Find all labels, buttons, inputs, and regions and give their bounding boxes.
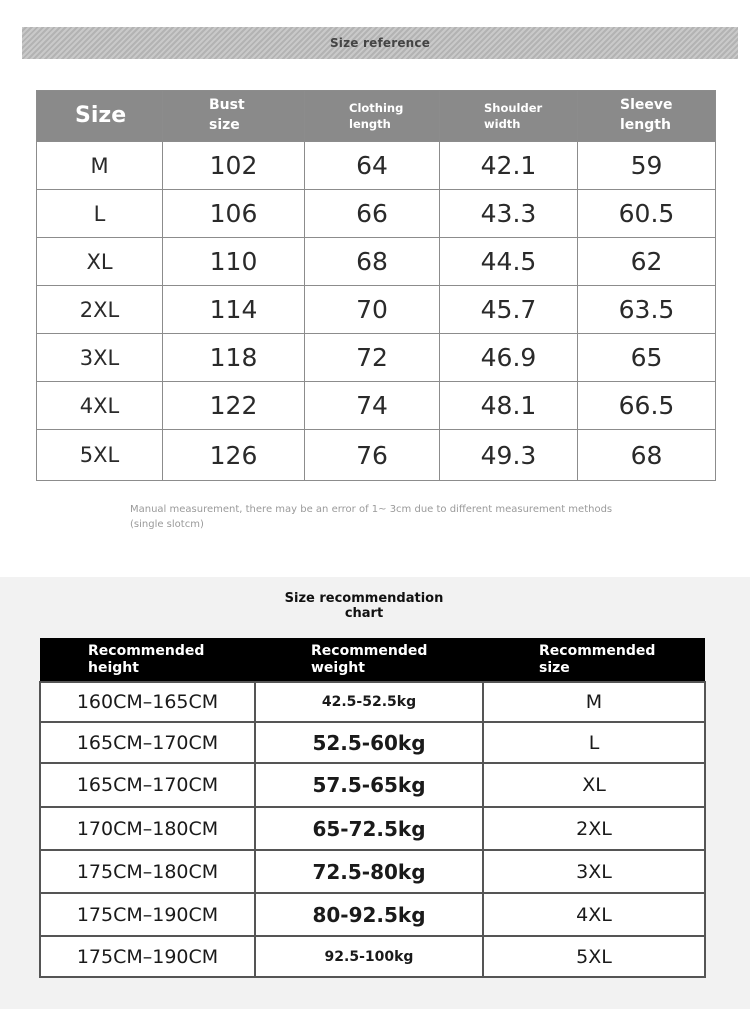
length-cell: 76 [305, 430, 440, 481]
length-cell: 70 [305, 286, 440, 334]
table-row [40, 807, 705, 850]
height-cell: 175CM–180CM [40, 850, 255, 893]
length-cell: 74 [305, 382, 440, 430]
sleeve-cell: 66.5 [578, 382, 716, 430]
bust-cell: 122 [163, 382, 305, 430]
recommendation-title: Size recommendation chart [284, 591, 444, 621]
header-bust-size: Bust size [163, 91, 305, 142]
table-row [40, 893, 705, 936]
size-cell: 4XL [37, 382, 163, 430]
length-cell: 64 [305, 142, 440, 190]
bust-cell: 106 [163, 190, 305, 238]
length-cell: 68 [305, 238, 440, 286]
weight-cell: 80-92.5kg [255, 893, 483, 936]
table-row [37, 238, 716, 286]
weight-cell: 72.5-80kg [255, 850, 483, 893]
height-cell: 175CM–190CM [40, 936, 255, 977]
measurement-note [130, 502, 650, 532]
length-cell: 72 [305, 334, 440, 382]
sleeve-cell: 62 [578, 238, 716, 286]
size-cell: 2XL [37, 286, 163, 334]
size-cell: 5XL [37, 430, 163, 481]
bust-cell: 118 [163, 334, 305, 382]
table-row [40, 763, 705, 807]
table-row [37, 334, 716, 382]
bust-cell: 126 [163, 430, 305, 481]
table-row [40, 850, 705, 893]
size-table-header [37, 91, 716, 142]
bust-cell: 110 [163, 238, 305, 286]
table-row [40, 722, 705, 763]
size-cell: 4XL [483, 893, 705, 936]
bust-cell: 102 [163, 142, 305, 190]
size-reference-banner [22, 27, 738, 59]
header-recommended-size: Recommended size [483, 638, 705, 682]
size-reference-table [36, 90, 716, 481]
sleeve-cell: 60.5 [578, 190, 716, 238]
sleeve-cell: 59 [578, 142, 716, 190]
table-row [37, 382, 716, 430]
shoulder-cell: 43.3 [440, 190, 578, 238]
height-cell: 160CM–165CM [40, 682, 255, 722]
table-row [37, 142, 716, 190]
size-cell: 3XL [483, 850, 705, 893]
height-cell: 175CM–190CM [40, 893, 255, 936]
table-row [40, 936, 705, 977]
table-row [37, 286, 716, 334]
header-size: Size [37, 91, 163, 142]
header-recommended-weight: Recommended weight [255, 638, 483, 682]
size-recommendation-table [39, 638, 706, 978]
sleeve-cell: 65 [578, 334, 716, 382]
sleeve-cell: 68 [578, 430, 716, 481]
weight-cell: 92.5-100kg [255, 936, 483, 977]
size-cell: XL [483, 763, 705, 807]
shoulder-cell: 45.7 [440, 286, 578, 334]
shoulder-cell: 44.5 [440, 238, 578, 286]
shoulder-cell: 48.1 [440, 382, 578, 430]
weight-cell: 52.5-60kg [255, 722, 483, 763]
height-cell: 170CM–180CM [40, 807, 255, 850]
shoulder-cell: 49.3 [440, 430, 578, 481]
header-sleeve-length: Sleeve length [578, 91, 716, 142]
height-cell: 165CM–170CM [40, 763, 255, 807]
table-row [37, 430, 716, 481]
weight-cell: 65-72.5kg [255, 807, 483, 850]
shoulder-cell: 46.9 [440, 334, 578, 382]
note-line: Manual measurement, there may be an error of 1~ 3cm due to different measurement methods [130, 504, 613, 515]
sleeve-cell: 63.5 [578, 286, 716, 334]
size-cell: M [37, 142, 163, 190]
height-cell: 165CM–170CM [40, 722, 255, 763]
size-cell: L [483, 722, 705, 763]
size-cell: 3XL [37, 334, 163, 382]
size-cell: L [37, 190, 163, 238]
table-row [37, 190, 716, 238]
size-cell: XL [37, 238, 163, 286]
size-cell: M [483, 682, 705, 722]
size-cell: 5XL [483, 936, 705, 977]
header-shoulder-width: Shoulder width [440, 91, 578, 142]
banner-title: Size reference [329, 36, 431, 50]
header-clothing-length: Clothing length [305, 91, 440, 142]
size-cell: 2XL [483, 807, 705, 850]
weight-cell: 57.5-65kg [255, 763, 483, 807]
weight-cell: 42.5-52.5kg [255, 682, 483, 722]
length-cell: 66 [305, 190, 440, 238]
bust-cell: 114 [163, 286, 305, 334]
recommendation-header [40, 638, 705, 682]
note-line: (single slotcm) [130, 519, 204, 530]
table-row [40, 682, 705, 722]
header-recommended-height: Recommended height [40, 638, 255, 682]
shoulder-cell: 42.1 [440, 142, 578, 190]
